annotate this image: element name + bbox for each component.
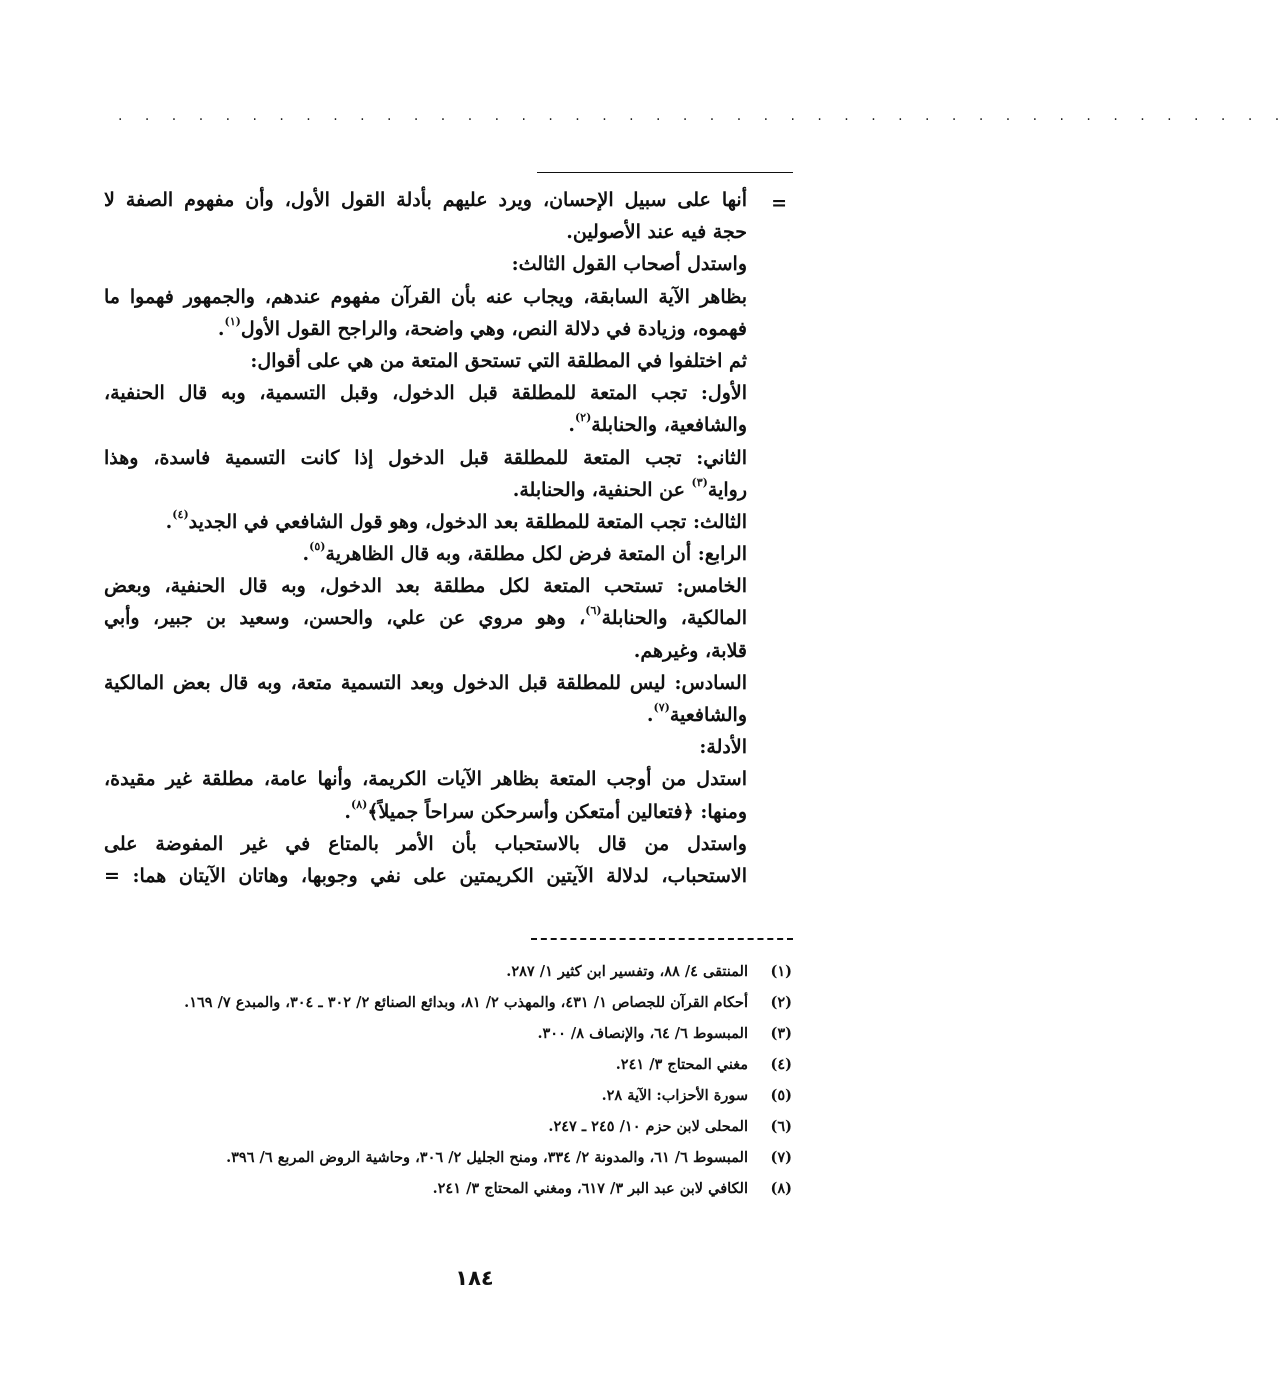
- line-text: واستدل من قال بالاستحباب بأن الأمر بالمتاع في غير المفوضة على: [104, 832, 747, 855]
- line-text: السادس: ليس للمطلقة قبل الدخول وبعد التسمية متعة، وبه قال بعض المالكية: [104, 671, 747, 694]
- line-text: الأول: تجب المتعة للمطلقة قبل الدخول، وقبل التسمية، وبه قال الحنفية،: [104, 382, 747, 405]
- footnotes: [104, 958, 792, 1206]
- line-text: قلابة، وغيرهم.: [633, 639, 747, 662]
- line-text-tail: .: [217, 317, 225, 340]
- text-line: [104, 828, 747, 860]
- footnote-text: المنتقى ٤/ ٨٨، وتفسير ابن كثير ١/ ٢٨٧.: [506, 963, 748, 980]
- text-line: [104, 796, 747, 828]
- footnote-item: [104, 1051, 792, 1082]
- page-number: ١٨٤: [455, 1266, 494, 1290]
- footnote-ref[interactable]: (١): [224, 314, 241, 328]
- footnote-text: المبسوط ٦/ ٦٤، والإنصاف ٨/ ٣٠٠.: [537, 1025, 748, 1042]
- footnote-item: [104, 989, 792, 1020]
- line-text: ومنها: ﴿فتعالين أمتعكن وأسرحكن سراحاً جميلاً﴾: [367, 800, 747, 823]
- line-text-tail: .: [646, 704, 654, 726]
- footnote-item: [104, 1175, 792, 1206]
- footnote-ref[interactable]: (٧): [653, 701, 670, 714]
- footnote-text: أحكام القرآن للجصاص ١/ ٤٣١، والمهذب ٢/ ٨١، وبدائع الصنائع ٢/ ٣٠٢ ـ ٣٠٤، والمبدع ٧/ ١٦٩.: [184, 994, 748, 1011]
- text-line: [104, 506, 747, 538]
- text-line: [104, 602, 747, 634]
- text-line: [104, 248, 747, 280]
- line-text: فهموه، وزيادة في دلالة النص، وهي واضحة، والراجح القول الأول: [240, 317, 747, 340]
- main-text: [104, 184, 747, 892]
- text-line: [104, 281, 747, 313]
- footnote-text: الكافي لابن عبد البر ٣/ ٦١٧، ومغني المحتاج ٣/ ٢٤١.: [432, 1180, 748, 1197]
- line-text: والشافعية، والحنابلة: [591, 414, 747, 437]
- text-line: [104, 667, 747, 699]
- text-line: [104, 184, 747, 216]
- text-line: [104, 570, 747, 602]
- text-line: [104, 538, 747, 570]
- footnote-item: [104, 958, 792, 989]
- text-line: [104, 763, 747, 795]
- footnote-ref[interactable]: (٣): [691, 475, 708, 489]
- line-text-tail: ، وهو مروي عن علي، والحسن، وسعيد بن جبير، وأبي: [104, 607, 586, 630]
- footnote-text: المبسوط ٦/ ٦١، والمدونة ٢/ ٣٣٤، ومنح الجليل ٢/ ٣٠٦، وحاشية الروض المربع ٦/ ٣٩٦.: [226, 1149, 748, 1166]
- line-text: بظاهر الآية السابقة، ويجاب عنه بأن القرآن مفهوم عندهم، والجمهور فهموا ما: [104, 285, 747, 308]
- text-line: [104, 409, 747, 441]
- line-text-tail: عن الحنفية، والحنابلة.: [512, 478, 692, 501]
- footnote-ref[interactable]: (٦): [585, 604, 602, 618]
- line-text: الخامس: تستحب المتعة لكل مطلقة بعد الدخول، وبه قال الحنفية، وبعض: [104, 575, 747, 598]
- text-line: [104, 313, 747, 345]
- line-text: أنها على سبيل الإحسان، ويرد عليهم بأدلة القول الأول، وأن مفهوم الصفة لا: [104, 189, 747, 211]
- dotted-header-rule: · · · · · · · · · · · · · · · · · · · · · · · · · · · · · · · · · · · · · · · · · · · ·: [118, 112, 1288, 128]
- text-line: [104, 377, 747, 409]
- line-text: حجة فيه عند الأصولين.: [566, 221, 747, 244]
- footnote-item: [104, 1082, 792, 1113]
- line-text: الثاني: تجب المتعة للمطلقة قبل الدخول إذا كانت التسمية فاسدة، وهذا: [104, 446, 747, 469]
- footnote-ref[interactable]: (٢): [574, 411, 592, 425]
- footnote-number: (٧): [770, 1149, 792, 1166]
- line-text: واستدل أصحاب القول الثالث:: [511, 253, 747, 276]
- footnote-number: (٣): [770, 1025, 792, 1042]
- line-text: ثم اختلفوا في المطلقة التي تستحق المتعة من هي على أقوال:: [250, 349, 747, 372]
- footnote-separator: [531, 938, 793, 940]
- footnote-number: (٤): [770, 1056, 792, 1073]
- text-line: [104, 699, 747, 731]
- line-text-tail: .: [302, 543, 310, 566]
- text-line: [104, 860, 747, 892]
- line-text: استدل من أوجب المتعة بظاهر الآيات الكريمة، وأنها عامة، مطلقة غير مقيدة،: [104, 768, 747, 791]
- footnote-text: المحلى لابن حزم ١٠/ ٢٤٥ ـ ٢٤٧.: [548, 1118, 748, 1135]
- footnote-number: (٨): [770, 1180, 792, 1197]
- line-text: الأدلة:: [699, 736, 747, 759]
- line-text: والشافعية: [669, 704, 747, 726]
- footnote-number: (٥): [770, 1087, 792, 1104]
- line-text: الثالث: تجب المتعة للمطلقة بعد الدخول، وهو قول الشافعي في الجديد: [188, 510, 747, 533]
- continuation-rule: [537, 172, 793, 173]
- line-text-tail: .: [568, 414, 575, 437]
- text-line: [104, 474, 747, 506]
- line-text: الرابع: أن المتعة فرض لكل مطلقة، وبه قال الظاهرية: [325, 543, 747, 566]
- line-text: المالكية، والحنابلة: [601, 607, 747, 630]
- footnote-number: (١): [770, 963, 792, 980]
- line-text-tail: .: [344, 800, 351, 823]
- continuation-marker: =: [771, 192, 787, 214]
- footnote-number: (٢): [770, 994, 792, 1011]
- line-text: رواية: [707, 478, 747, 501]
- footnote-ref[interactable]: (٥): [309, 540, 326, 554]
- line-text-tail: .: [165, 510, 173, 533]
- line-text: الاستحباب، لدلالة الآيتين الكريمتين على نفي وجوبها، وهاتان الآيتان هما: =: [104, 864, 747, 887]
- footnote-item: [104, 1113, 792, 1144]
- footnote-item: [104, 1144, 792, 1175]
- footnote-text: مغني المحتاج ٣/ ٢٤١.: [615, 1056, 748, 1073]
- footnote-ref[interactable]: (٨): [351, 797, 368, 811]
- footnote-ref[interactable]: (٤): [172, 507, 189, 521]
- footnote-number: (٦): [770, 1118, 792, 1135]
- text-line: [104, 345, 747, 377]
- footnote-item: [104, 1020, 792, 1051]
- text-line: [104, 442, 747, 474]
- footnote-text: سورة الأحزاب: الآية ٢٨.: [601, 1087, 748, 1104]
- text-line: [104, 731, 747, 763]
- text-line: [104, 635, 747, 667]
- text-line: [104, 216, 747, 248]
